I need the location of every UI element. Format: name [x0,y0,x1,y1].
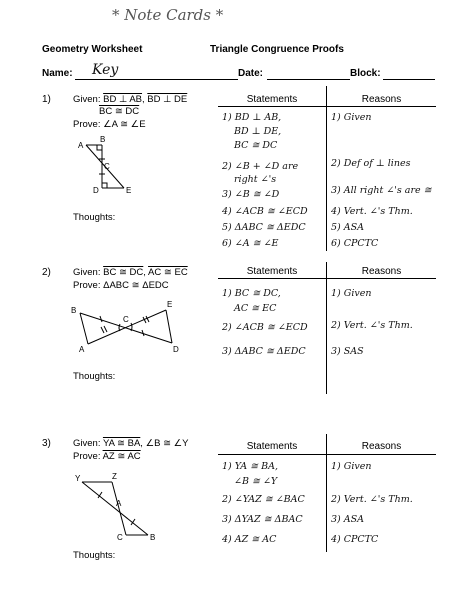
reason: 2) Vert. ∠'s Thm. [331,494,413,505]
reason: 4) Vert. ∠'s Thm. [331,206,413,217]
block-label: Block: [350,68,381,79]
statement: 4) AZ ≅ AC [222,534,277,545]
prove-label: Prove: [73,280,101,291]
tchart-top [218,454,436,455]
reasons-header: Reasons [361,266,402,277]
given-label: Given: [73,267,101,278]
given-1: YA ≅ BA [102,438,141,449]
reason: 3) SAS [331,346,364,357]
figure-label: E [126,186,132,195]
given-1: BC ≅ DC [103,267,144,278]
reason: 3) All right ∠'s are ≅ [331,185,432,196]
statement: 2) ∠B + ∠D are [222,161,299,172]
figure-label: D [93,186,99,195]
statement: 1) BD ⊥ AB, [222,112,282,123]
statement: 3) ΔYAZ ≅ ΔBAC [222,514,303,525]
prove-label: Prove: [73,451,101,462]
figure-label: C [117,533,123,542]
given-2: AC ≅ EC [148,267,188,278]
reason: 5) ASA [331,222,364,233]
problem-number: 3) [42,438,51,449]
thoughts-label: Thoughts: [73,212,116,223]
given-label: Given: [73,94,101,105]
figure-label: B [71,306,77,315]
reason: 1) Given [331,288,372,299]
figure-label: A [79,345,85,354]
statement: ∠B ≅ ∠Y [234,476,278,487]
reason: 6) CPCTC [331,238,379,249]
figure-label: Y [75,474,81,483]
statement: AC ≅ EC [234,303,277,314]
statement: 2) ∠YAZ ≅ ∠BAC [222,494,305,505]
given-1: BD ⊥ AB [103,94,143,105]
statement: 3) ∠B ≅ ∠D [222,189,280,200]
statement: 1) BC ≅ DC, [222,288,281,299]
date-label: Date: [238,68,264,79]
thoughts-label: Thoughts: [73,371,116,382]
figure-label: A [116,499,122,508]
prove-statement: AZ ≅ AC [102,451,141,462]
prove-statement: ΔABC ≅ ΔEDC [103,280,169,291]
reason: 3) ASA [331,514,364,525]
statement: right ∠'s [234,174,277,185]
worksheet-title: Geometry Worksheet [42,44,143,55]
top-note: * Note Cards * [112,6,224,24]
reason: 1) Given [331,112,372,123]
reasons-header: Reasons [361,94,402,105]
given-sep: , ∠B ≅ ∠Y [140,438,189,449]
figure-label: A [78,141,84,150]
figure-label: B [150,533,156,542]
problem-number: 2) [42,267,51,278]
prove-label: Prove: [73,119,101,130]
statement: BD ⊥ DE, [234,126,282,137]
reason: 4) CPCTC [331,534,379,545]
thoughts-label: Thoughts: [73,550,116,561]
given-label: Given: [73,438,101,449]
given-sep: , [143,267,149,278]
reason: 2) Def of ⊥ lines [331,158,411,169]
name-value: Key [92,62,119,78]
name-label: Name: [42,68,73,79]
figure-label: B [100,135,106,144]
statement: 5) ΔABC ≅ ΔEDC [222,222,306,233]
statement: 4) ∠ACB ≅ ∠ECD [222,206,308,217]
given-3: BC ≅ DC [99,106,140,117]
given-sep: , [142,94,148,105]
reasons-header: Reasons [361,441,402,452]
reason: 2) Vert. ∠'s Thm. [331,320,413,331]
reason: 1) Given [331,461,372,472]
statements-header: Statements [246,441,298,452]
figure-label: Z [112,472,117,481]
figure-label: D [173,345,179,354]
worksheet-subtitle: Triangle Congruence Proofs [210,44,344,55]
problem-number: 1) [42,94,51,105]
statements-header: Statements [246,94,298,105]
given-2: BD ⊥ DE [147,94,188,105]
figure-label: C [123,315,129,324]
statement: 2) ∠ACB ≅ ∠ECD [222,322,308,333]
statements-header: Statements [246,266,298,277]
statement: 1) YA ≅ BA, [222,461,279,472]
statement: 6) ∠A ≅ ∠E [222,238,279,249]
prove-statement: ∠A ≅ ∠E [103,119,146,130]
statement: 3) ΔABC ≅ ΔEDC [222,346,306,357]
statement: BC ≅ DC [234,140,278,151]
figure-label: E [167,300,173,309]
figure-label: C [104,162,110,171]
